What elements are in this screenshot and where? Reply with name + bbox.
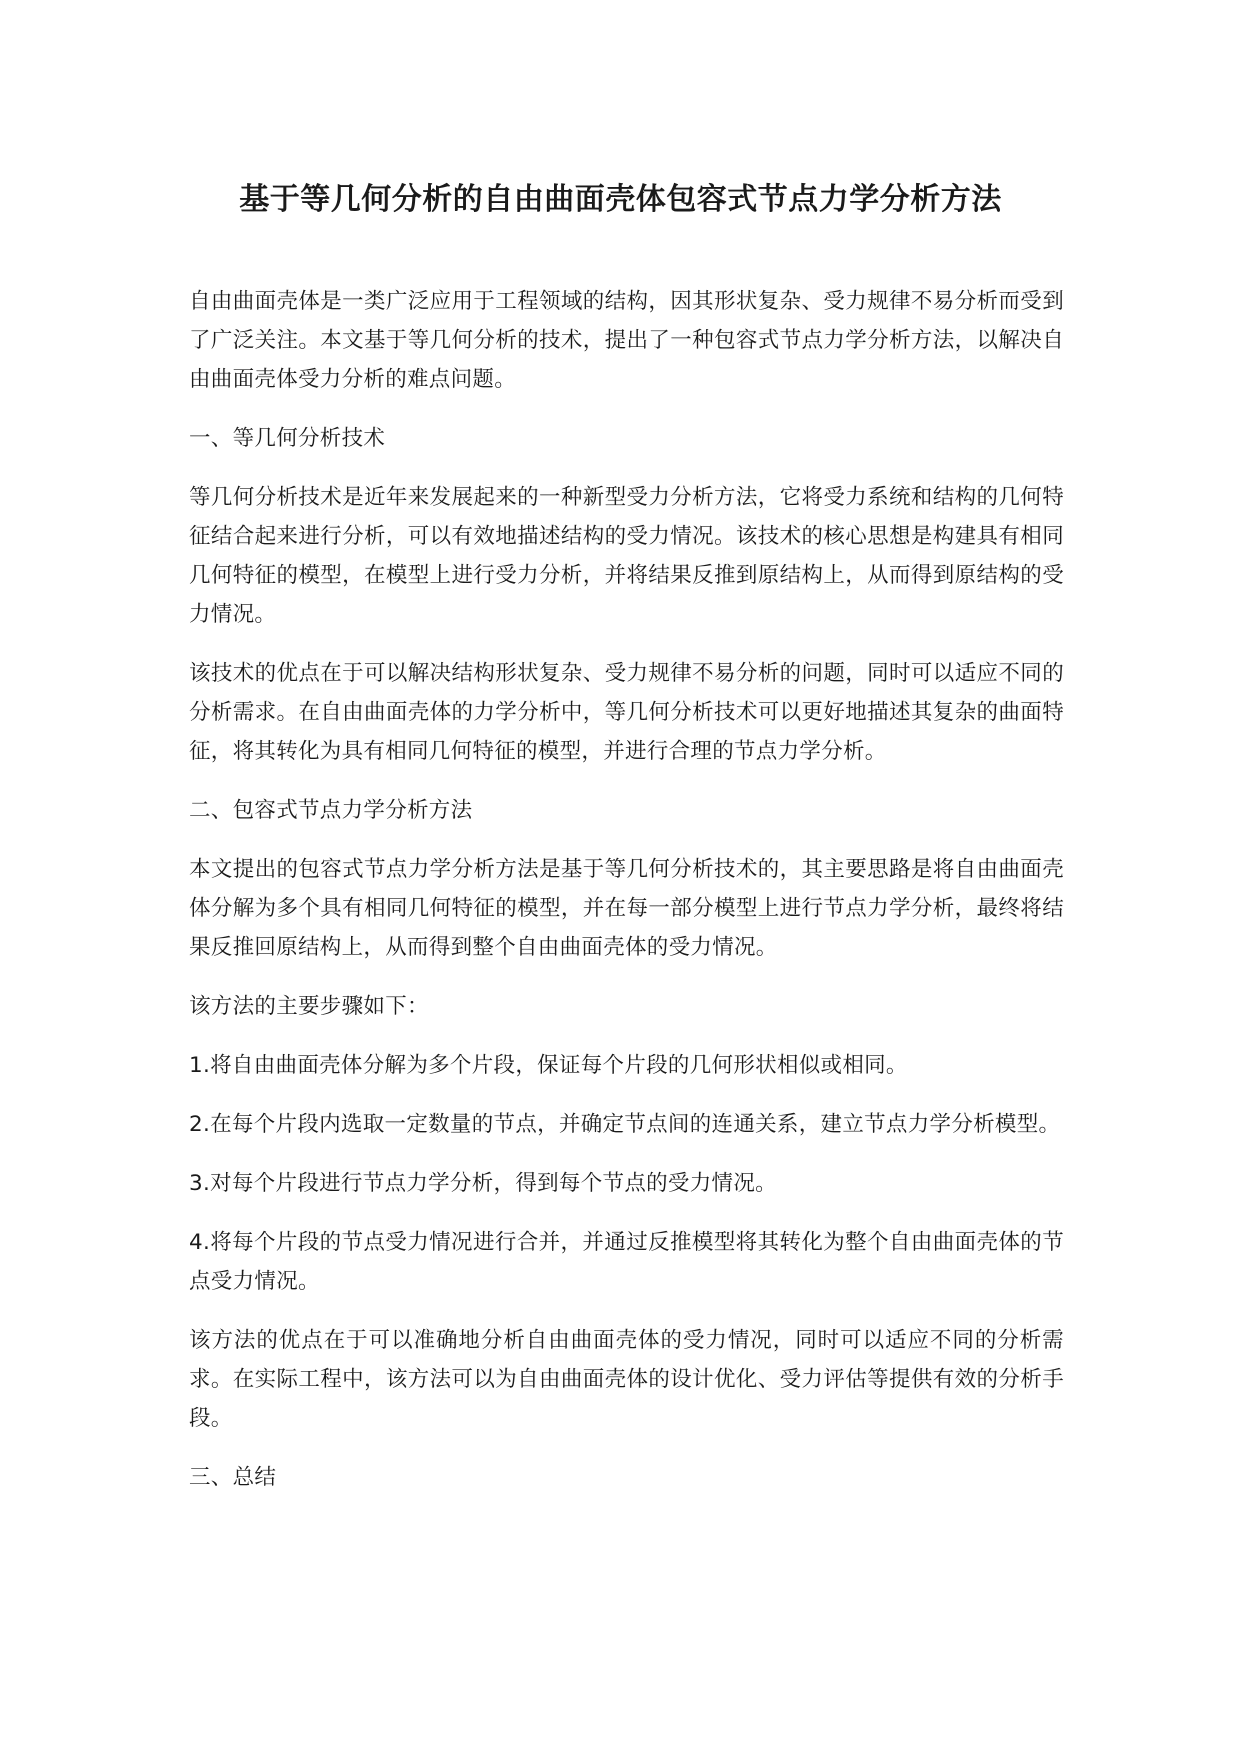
document-body [189,282,1064,1517]
section-heading-1: 一、等几何分析技术 [189,426,386,451]
paragraph: 等几何分析技术是近年来发展起来的一种新型受力分析方法，它将受力系统和结构的几何特征结合起来进行分析，可以有效地描述结构的受力情况。该技术的核心思想是构建具有相同几何特征的模型，在模型上进行受力分析，并将结果反推到原结构上，从而得到原结构的受力情况。 [189,485,1064,627]
step-item-2: 2.在每个片段内选取一定数量的节点，并确定节点间的连通关系，建立节点力学分析模型。 [189,1112,1061,1137]
document-title: 基于等几何分析的自由曲面壳体包容式节点力学分析方法 [239,182,1002,217]
paragraph: 该方法的主要步骤如下： [189,994,429,1019]
paragraph: 该方法的优点在于可以准确地分析自由曲面壳体的受力情况，同时可以适应不同的分析需求。在实际工程中，该方法可以为自由曲面壳体的设计优化、受力评估等提供有效的分析手段。 [189,1328,1064,1431]
paragraph-intro: 自由曲面壳体是一类广泛应用于工程领域的结构，因其形状复杂、受力规律不易分析而受到了广泛关注。本文基于等几何分析的技术，提出了一种包容式节点力学分析方法，以解决自由曲面壳体受力分析的难点问题。 [189,289,1064,392]
paragraph: 本文提出的包容式节点力学分析方法是基于等几何分析技术的，其主要思路是将自由曲面壳体分解为多个具有相同几何特征的模型，并在每一部分模型上进行节点力学分析，最终将结果反推回原结构上，从而得到整个自由曲面壳体的受力情况。 [189,857,1064,960]
step-item-1: 1.将自由曲面壳体分解为多个片段，保证每个片段的几何形状相似或相同。 [189,1053,908,1078]
step-item-4: 4.将每个片段的节点受力情况进行合并，并通过反推模型将其转化为整个自由曲面壳体的节点受力情况。 [189,1230,1064,1294]
section-heading-2: 二、包容式节点力学分析方法 [189,798,473,823]
paragraph: 该技术的优点在于可以解决结构形状复杂、受力规律不易分析的问题，同时可以适应不同的分析需求。在自由曲面壳体的力学分析中，等几何分析技术可以更好地描述其复杂的曲面特征，将其转化为具有相同几何特征的模型，并进行合理的节点力学分析。 [189,661,1064,764]
step-item-3: 3.对每个片段进行节点力学分析，得到每个节点的受力情况。 [189,1171,777,1196]
section-heading-3: 三、总结 [189,1465,277,1490]
